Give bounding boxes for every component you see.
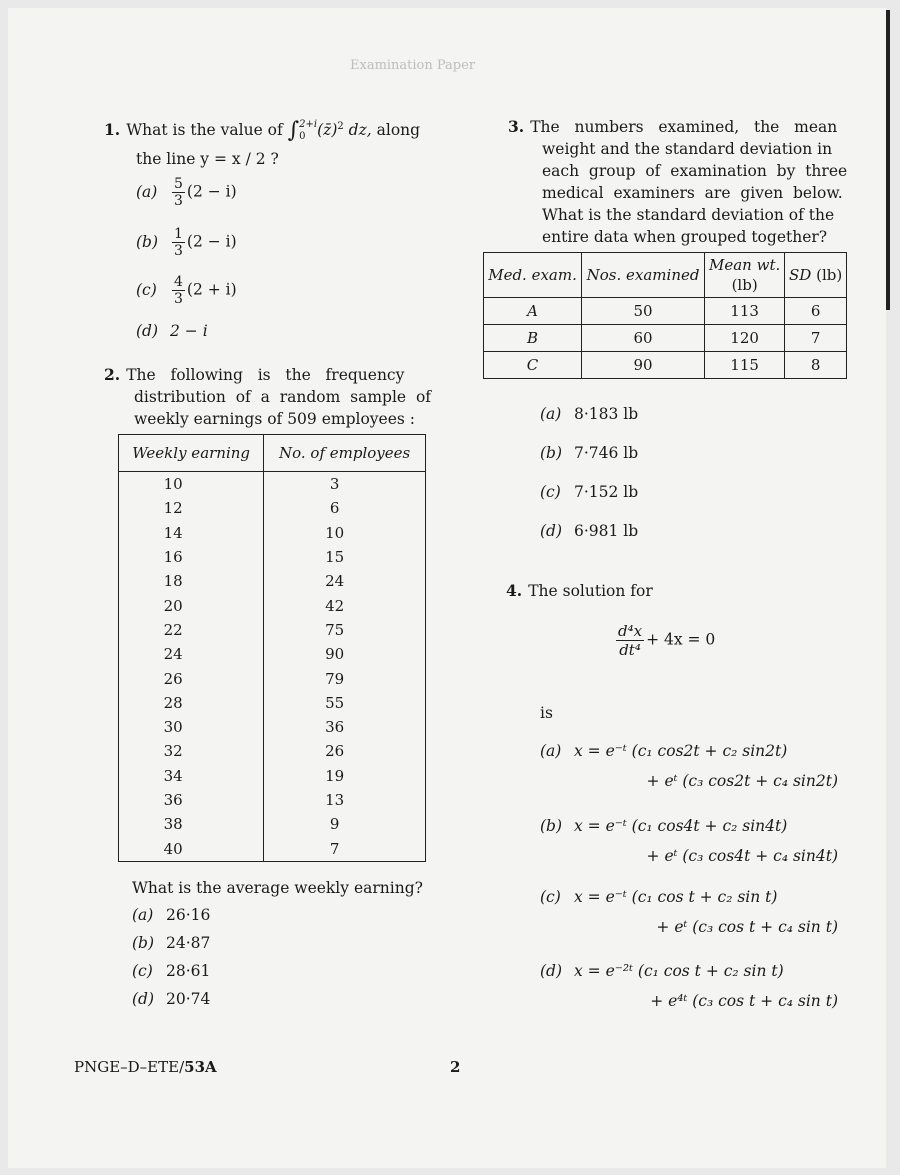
q1-number: 1.: [104, 120, 121, 140]
integral-limits: [299, 119, 317, 143]
cell-nos: 60: [582, 325, 705, 352]
option-label: (c): [540, 888, 561, 906]
cell-earning: 22: [119, 618, 264, 642]
cell-employees: 3: [264, 472, 426, 497]
mean-label: Mean wt.: [709, 256, 781, 274]
cell-exam: B: [484, 325, 582, 352]
table-row: [119, 618, 426, 642]
q3-line: each group of examination by three: [542, 162, 848, 180]
table-row: [119, 496, 426, 520]
option-label: (d): [540, 522, 563, 540]
cell-exam: A: [484, 298, 582, 325]
earnings-table: [118, 434, 426, 862]
q1-option-b[interactable]: [136, 226, 237, 259]
numerator: 5: [174, 176, 183, 192]
q3-line: weight and the standard deviation in: [542, 140, 833, 158]
q1-line2: the line y = x / 2 ?: [136, 150, 279, 168]
cell-employees: 9: [264, 812, 426, 836]
option-text: x = e⁻ᵗ (c₁ cos t + c₂ sin t): [574, 888, 778, 906]
option-label: (b): [540, 817, 563, 835]
cell-mean: 115: [705, 352, 785, 379]
table-row: [119, 521, 426, 545]
option-text: 2 − i: [170, 322, 208, 340]
cell-employees: 10: [264, 521, 426, 545]
cell-earning: 28: [119, 691, 264, 715]
denominator: 3: [174, 243, 183, 259]
cell-earning: 24: [119, 642, 264, 666]
q2-stem: [104, 364, 442, 430]
cell-earning: 32: [119, 739, 264, 763]
cell-sd: 6: [785, 298, 847, 325]
option-line1: [540, 960, 784, 982]
q3-line: The numbers examined, the mean: [530, 118, 838, 136]
option-line2: + eᵗ (c₃ cos t + c₄ sin t): [656, 918, 838, 936]
cell-earning: 16: [119, 545, 264, 569]
option-text: x = e⁻ᵗ (c₁ cos4t + c₂ sin4t): [574, 817, 788, 835]
cell-mean: 120: [705, 325, 785, 352]
option-label: (c): [132, 962, 153, 980]
col-header-earning: Weekly earning: [119, 435, 264, 472]
table-row: [484, 298, 847, 325]
table-row: [119, 666, 426, 690]
option-line2: + e⁴ᵗ (c₃ cos t + c₄ sin t): [650, 992, 838, 1010]
sd-label: SD: [789, 266, 812, 284]
option-text: 6·981 lb: [574, 522, 639, 540]
option-label: (b): [136, 232, 159, 251]
dz: dz,: [343, 121, 372, 140]
option-text: (2 − i): [186, 182, 237, 201]
option-text: 7·152 lb: [574, 483, 639, 501]
option-label: (d): [136, 322, 159, 340]
sd-unit: (lb): [816, 266, 843, 284]
scan-edge: [886, 10, 890, 310]
table-row: [119, 593, 426, 617]
cell-earning: 26: [119, 666, 264, 690]
q3-line: medical examiners are given below.: [542, 184, 843, 202]
table-row: [119, 545, 426, 569]
cell-employees: 6: [264, 496, 426, 520]
table-header-row: [119, 435, 426, 472]
cell-employees: 24: [264, 569, 426, 593]
option-line2: + eᵗ (c₃ cos2t + c₄ sin2t): [646, 772, 838, 790]
q4-number: 4.: [506, 581, 523, 600]
cell-employees: 75: [264, 618, 426, 642]
option-label: (c): [540, 483, 561, 501]
cell-sd: 7: [785, 325, 847, 352]
page-number: 2: [450, 1058, 461, 1076]
fraction: [172, 176, 185, 209]
option-label: (c): [136, 280, 157, 299]
cell-sd: 8: [785, 352, 847, 379]
q4-is: is: [540, 704, 553, 722]
option-label: (d): [540, 962, 563, 980]
cell-employees: 13: [264, 788, 426, 812]
col-header-mean: [705, 253, 785, 298]
table-row: [119, 569, 426, 593]
q3-line: What is the standard deviation of the: [542, 206, 835, 224]
q3-number: 3.: [508, 117, 525, 136]
table-row: [484, 325, 847, 352]
cell-earning: 14: [119, 521, 264, 545]
option-label: (a): [540, 405, 562, 423]
cell-earning: 10: [119, 472, 264, 497]
cell-nos: 50: [582, 298, 705, 325]
q3-line: entire data when grouped together?: [542, 228, 828, 246]
integral-sign: ∫: [287, 118, 300, 144]
integrand: (z̄): [317, 121, 338, 140]
option-text: 8·183 lb: [574, 405, 639, 423]
numerator: 1: [174, 226, 183, 242]
cell-earning: 18: [119, 569, 264, 593]
q2-option-c[interactable]: [132, 960, 210, 982]
option-line1: [540, 815, 787, 837]
table-header-row: [484, 253, 847, 298]
q2-line3: weekly earnings of 509 employees :: [134, 410, 415, 428]
cell-employees: 90: [264, 642, 426, 666]
derivative-fraction: [616, 622, 644, 659]
q3-option-b[interactable]: [540, 442, 638, 464]
col-header-nos: Nos. examined: [582, 253, 705, 298]
cell-employees: 36: [264, 715, 426, 739]
option-text: (2 + i): [186, 280, 237, 299]
denominator: dt⁴: [619, 641, 641, 659]
option-line1: [540, 740, 787, 762]
option-label: (b): [132, 934, 155, 952]
table-row: [484, 352, 847, 379]
option-line1: [540, 886, 777, 908]
equation-rest: + 4x = 0: [646, 630, 716, 649]
q4-equation: [614, 622, 715, 659]
upper-limit: 2+i: [299, 119, 318, 131]
q1-text: What is the value of: [126, 121, 288, 140]
option-line2: + eᵗ (c₃ cos4t + c₄ sin4t): [646, 847, 838, 865]
cell-employees: 15: [264, 545, 426, 569]
mean-unit: (lb): [731, 276, 758, 294]
lower-limit: 0: [299, 131, 306, 143]
q1-option-c[interactable]: [136, 274, 237, 307]
option-text: x = e⁻²ᵗ (c₁ cos t + c₂ sin t): [574, 962, 784, 980]
cell-earning: 20: [119, 593, 264, 617]
cell-earning: 30: [119, 715, 264, 739]
table-row: [119, 836, 426, 861]
option-text: x = e⁻ᵗ (c₁ cos2t + c₂ sin2t): [574, 742, 788, 760]
q3-stem: [508, 116, 850, 248]
option-label: (a): [540, 742, 562, 760]
col-header-sd: [785, 253, 847, 298]
cell-earning: 12: [119, 496, 264, 520]
denominator: 3: [174, 291, 183, 307]
option-text: 28·61: [166, 962, 211, 980]
q3-option-c[interactable]: [540, 481, 638, 503]
cell-employees: 42: [264, 593, 426, 617]
cell-earning: 38: [119, 812, 264, 836]
q1-option-a[interactable]: [136, 176, 237, 209]
option-label: (a): [132, 906, 154, 924]
q2-option-a[interactable]: [132, 904, 210, 926]
option-text: 20·74: [166, 990, 211, 1008]
table-row: [119, 739, 426, 763]
option-text: 7·746 lb: [574, 444, 639, 462]
q2-question: What is the average weekly earning?: [132, 879, 423, 897]
q3-option-d[interactable]: [540, 520, 638, 542]
col-header-employees: No. of employees: [264, 435, 426, 472]
fraction: [172, 274, 185, 307]
option-label: (d): [132, 990, 155, 1008]
option-label: (a): [136, 182, 158, 201]
q1-text-b: along: [371, 121, 421, 140]
option-text: 24·87: [166, 934, 211, 952]
option-text: (2 − i): [186, 232, 237, 251]
fraction: [172, 226, 185, 259]
table-row: [119, 788, 426, 812]
table-row: [119, 691, 426, 715]
cell-earning: 36: [119, 788, 264, 812]
table-row: [119, 642, 426, 666]
cell-employees: 79: [264, 666, 426, 690]
cell-employees: 7: [264, 836, 426, 861]
cell-employees: 19: [264, 764, 426, 788]
power: 2: [337, 121, 344, 132]
numerator: 4: [174, 274, 183, 290]
table-row: [119, 715, 426, 739]
cell-employees: 26: [264, 739, 426, 763]
code-suffix: 53A: [184, 1058, 217, 1076]
q4-text: The solution for: [528, 582, 653, 600]
cell-mean: 113: [705, 298, 785, 325]
q2-option-b[interactable]: [132, 932, 210, 954]
cell-earning: 34: [119, 764, 264, 788]
paper-code: [74, 1058, 217, 1076]
cell-nos: 90: [582, 352, 705, 379]
q3-option-a[interactable]: [540, 403, 638, 425]
q2-line2: distribution of a random sample of: [134, 388, 432, 406]
table-row: [119, 812, 426, 836]
option-label: (b): [540, 444, 563, 462]
q2-line1: The following is the frequency: [126, 366, 405, 384]
cell-earning: 40: [119, 836, 264, 861]
code-prefix: PNGE–D–ETE/: [74, 1058, 185, 1076]
q1-stem: [104, 116, 420, 143]
denominator: 3: [174, 193, 183, 209]
faint-header: Examination Paper: [350, 58, 476, 73]
examiners-table: [483, 252, 847, 379]
table-row: [119, 764, 426, 788]
numerator: d⁴x: [618, 622, 643, 640]
option-text: 26·16: [166, 906, 211, 924]
table-row: [119, 472, 426, 497]
col-header-exam: Med. exam.: [484, 253, 582, 298]
q1-option-d[interactable]: [136, 320, 208, 342]
q2-option-d[interactable]: [132, 988, 210, 1010]
q4-stem: [506, 580, 653, 602]
cell-exam: C: [484, 352, 582, 379]
q2-number: 2.: [104, 365, 121, 384]
cell-employees: 55: [264, 691, 426, 715]
